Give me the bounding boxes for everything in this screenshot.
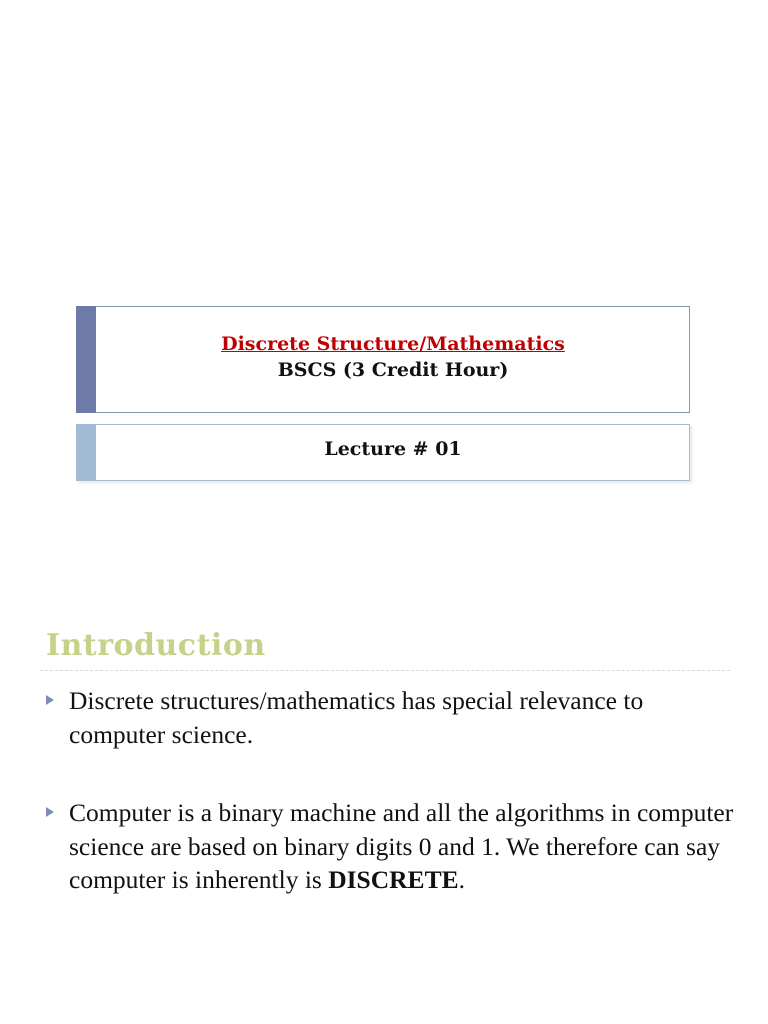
lecture-number: Lecture # 01 [324, 438, 462, 460]
program-subtitle: BSCS (3 Credit Hour) [277, 359, 509, 381]
heading-divider [40, 670, 730, 671]
bullet-emphasis: DISCRETE [328, 865, 459, 894]
title-box [76, 306, 690, 413]
course-title: Discrete Structure/Mathematics [221, 333, 565, 355]
triangle-right-icon [46, 695, 54, 705]
lecture-accent-bar [76, 424, 96, 481]
bullet-list [44, 684, 734, 942]
intro-heading: Introduction [46, 628, 266, 663]
bullet-text: Discrete structures/mathematics has special relevance to computer science. [69, 686, 644, 749]
bullet-item [44, 684, 734, 751]
triangle-right-icon [46, 807, 54, 817]
lecture-box [76, 424, 690, 481]
bullet-text: Computer is a binary machine and all the algorithms in computer science are based on binary digits 0 and 1. We therefore can say computer is inherently is [69, 798, 734, 894]
bullet-text-end: . [458, 865, 465, 894]
title-accent-bar [76, 306, 96, 413]
bullet-item [44, 796, 734, 897]
